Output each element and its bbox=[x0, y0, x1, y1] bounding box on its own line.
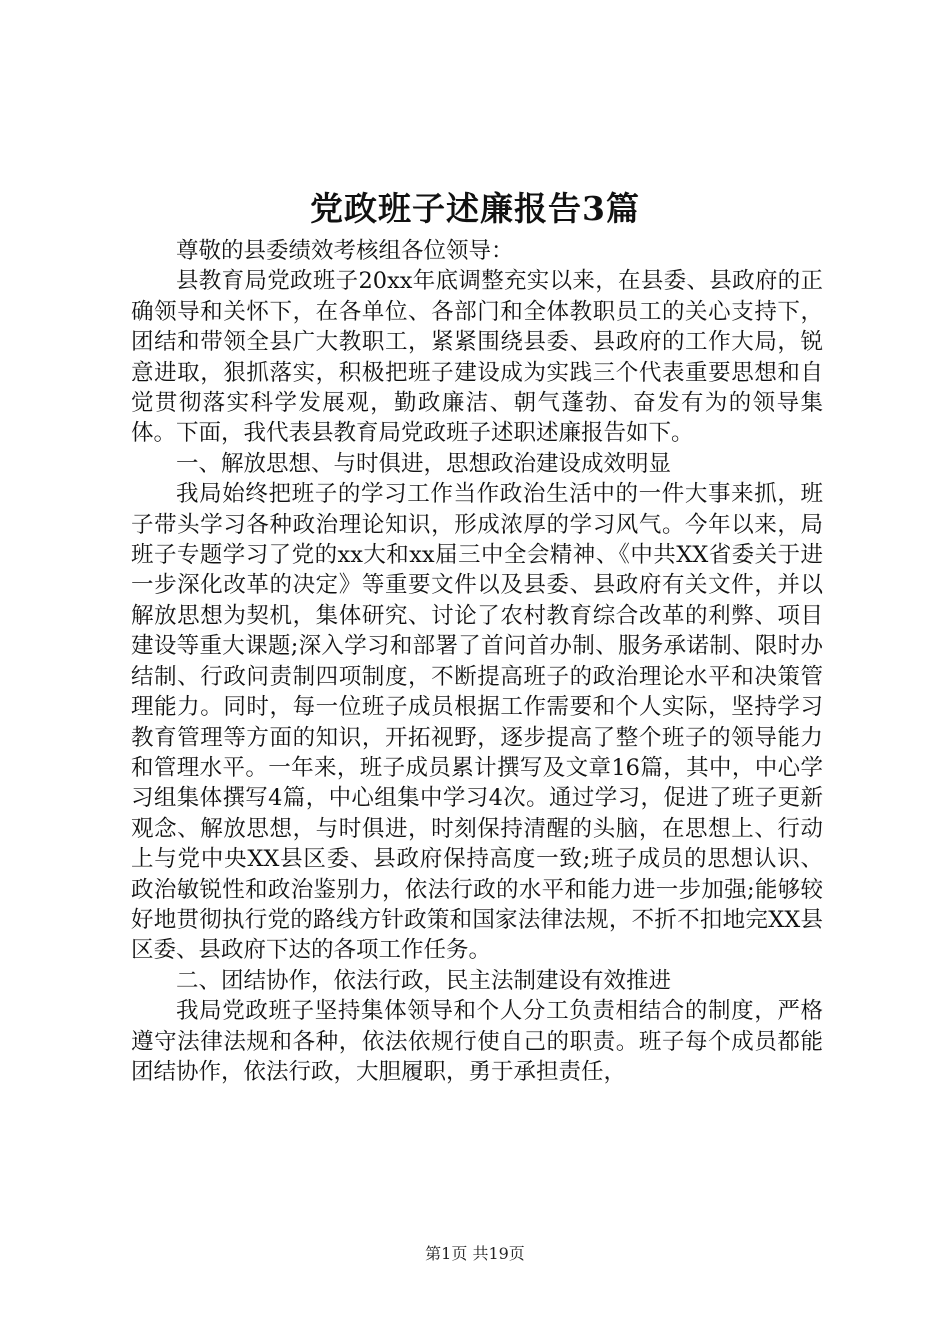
section-2-paragraph: 我局党政班子坚持集体领导和个人分工负责相结合的制度，严格遵守法律法规和各种，依法依规行使自己的职责。班子每个成员都能团结协作，依法行政，大胆履职，勇于承担责任， bbox=[131, 998, 823, 1085]
section-heading-1: 一、解放思想、与时俱进，思想政治建设成效明显 bbox=[176, 450, 672, 477]
page-footer: 第1页 共19页 bbox=[425, 1244, 525, 1263]
salutation-paragraph: 尊敬的县委绩效考核组各位领导： bbox=[176, 238, 514, 264]
section-heading-2: 二、团结协作，依法行政，民主法制建设有效推进 bbox=[176, 967, 672, 994]
section-1-paragraph: 我局始终把班子的学习工作当作政治生活中的一件大事来抓，班子带头学习各种政治理论知识，形成浓厚的学习风气。今年以来，局班子专题学习了党的xx大和xx届三中全会精神、《中共XX省委关于进一步深化改革的决定》等重要文件以及县委、县政府有关文件，并以解放思想为契机，集体研究、讨论了农村教育综合改革的利弊、项目建设等重大课题;深入学习和部署了首问首办制、服务承诺制、限时办结制、行政问责制四项制度，不断提高班子的政治理论水平和决策管理能力。同时，每一位班子成员根据工作需要和个人实际，坚持学习教育管理等方面的知识，开拓视野，逐步提高了整个班子的领导能力和管理水平。一年来，班子成员累计撰写及文章16篇，其中，中心学习组集体撰写4篇，中心组集中学习4次。通过学习，促进了班子更新观念、解放思想，与时俱进，时刻保持清醒的头脑，在思想上、行动上与党中央XX县区委、县政府保持高度一致;班子成员的思想认识、政治敏锐性和政治鉴别力，依法行政的水平和能力进一步加强;能够较好地贯彻执行党的路线方针政策和国家法律法规，不折不扣地完XX县区委、县政府下达的各项工作任务。 bbox=[131, 481, 823, 964]
intro-paragraph: 县教育局党政班子20xx年底调整充实以来，在县委、县政府的正确领导和关怀下，在各单位、各部门和全体教职员工的关心支持下，团结和带领全县广大教职工，紧紧围绕县委、县政府的工作大局，锐意进取，狠抓落实，积极把班子建设成为实践三个代表重要思想和自觉贯彻落实科学发展观，勤政廉洁、朝气蓬勃、奋发有为的领导集体。下面，我代表县教育局党政班子述职述廉报告如下。 bbox=[131, 268, 823, 447]
document-title: 党政班子述廉报告3篇 bbox=[310, 189, 640, 228]
document-body bbox=[131, 236, 823, 1087]
